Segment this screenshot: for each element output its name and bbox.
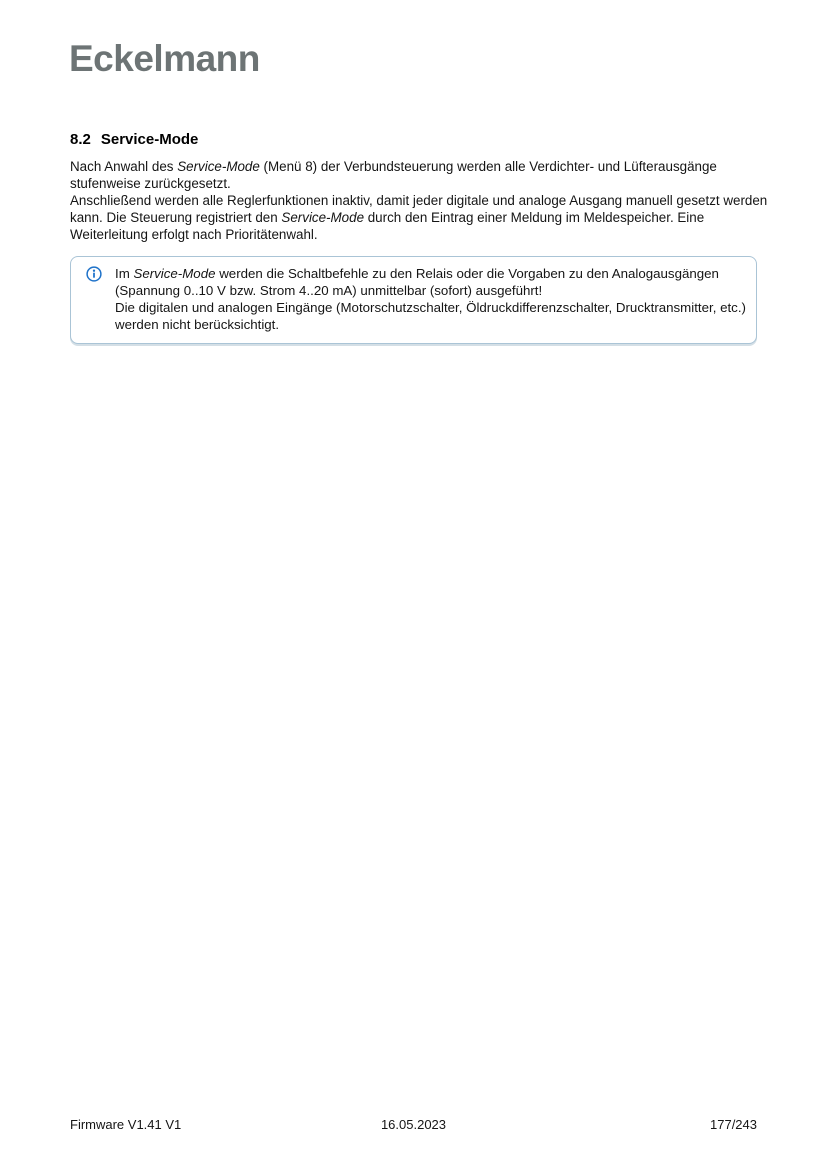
text-segment-italic: Service-Mode bbox=[177, 159, 260, 174]
text-segment: Nach Anwahl des bbox=[70, 159, 178, 174]
section-number: 8.2 bbox=[70, 131, 91, 148]
company-logo: Eckelmann bbox=[69, 38, 260, 79]
section-heading bbox=[70, 131, 198, 148]
info-box bbox=[70, 256, 757, 344]
section-title: Service-Mode bbox=[100, 131, 199, 148]
text-segment: durch den Eintrag einer Meldung im Meldespeicher. Eine Weiterleitung erfolgt nach Prioritätenwahl. bbox=[70, 210, 705, 242]
body-text bbox=[70, 158, 770, 243]
text-segment: werden die Schaltbefehle zu den Relais oder die Vorgaben zu den Analogausgängen (Spannung 0..10 V bzw. Strom 4..20 mA) unmittelbar (sofort) ausgeführt! bbox=[115, 266, 719, 298]
text-segment: Im bbox=[115, 266, 134, 281]
footer-page-number: 177/243 bbox=[710, 1117, 757, 1132]
text-segment-italic: Service-Mode bbox=[281, 210, 365, 225]
footer-date: 16.05.2023 bbox=[380, 1117, 447, 1132]
paragraph-1 bbox=[70, 158, 770, 192]
info-sentence-2: Die digitalen und analogen Eingänge (Motorschutzschalter, Öldruckdifferenzschalter, Drucktransmitter, etc.) werden nicht berücksichtigt. bbox=[115, 300, 746, 332]
footer-firmware-version: Firmware V1.41 V1 bbox=[70, 1117, 182, 1132]
paragraph-2 bbox=[70, 192, 770, 243]
info-icon bbox=[86, 266, 102, 282]
info-sentence-1 bbox=[115, 265, 760, 299]
info-box-text bbox=[115, 265, 760, 333]
text-segment: Anschließend werden alle Reglerfunktionen inaktiv, damit jeder digitale und analoge Ausgang manuell gesetzt werden kann. Die Steuerung registriert den bbox=[70, 193, 768, 225]
text-segment: (Menü 8) der Verbundsteuerung werden alle Verdichter- und Lüfterausgänge stufenweise zurückgesetzt. bbox=[70, 159, 717, 191]
text-segment-italic: Service-Mode bbox=[133, 266, 216, 281]
page-footer bbox=[70, 1117, 757, 1135]
